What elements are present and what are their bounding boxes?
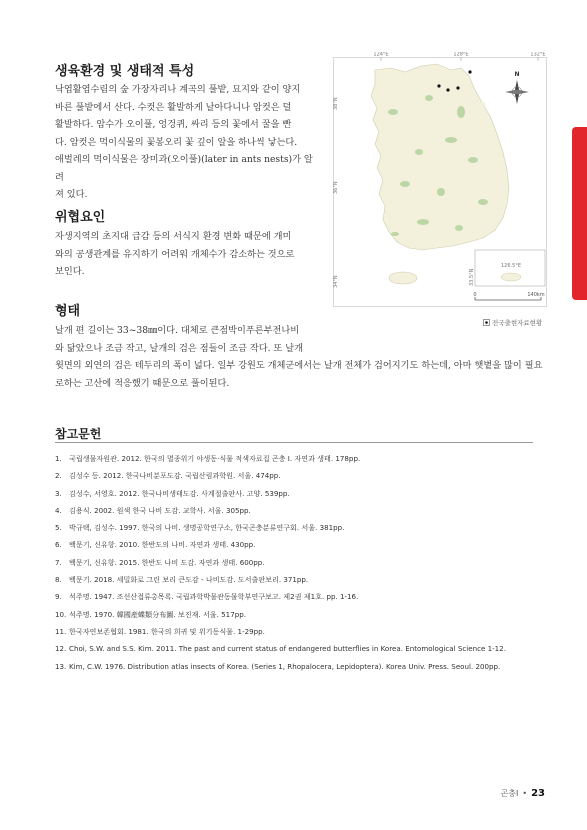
reference-number: 2. [55,471,62,481]
footer-dot: • [522,789,528,798]
chapter-side-tab [572,127,587,300]
jeju-island [389,272,417,284]
reference-item [55,658,535,675]
reference-number: 5. [55,523,62,533]
lon-label: 128°E [453,52,469,58]
occurrence-point [468,70,471,73]
reference-text: Kim, C.W. 1976. Distribution atlas insects of Korea. (Series 1, Rhopalocera, Lepidoptera). Korea Univ. Press. Seoul. 200pp. [69,661,501,671]
page-footer [501,788,545,799]
reference-number: 11. [55,626,67,636]
reference-number: 6. [55,540,62,550]
inset-lat-label: 33.5°N [469,268,475,286]
morphology-paragraph [55,322,543,392]
reference-text: 한국자연보존협회. 1981. 한국의 희귀 및 위기동식물. 1-29pp. [69,626,265,636]
korea-map-svg [333,52,548,314]
section-title-threats: 위협요인 [55,210,106,225]
reference-number: 12. [55,644,67,654]
reference-number: 1. [55,454,62,463]
distribution-map [333,52,548,314]
reference-number: 13. [55,661,67,671]
reference-text: 석주명. 1970. 韓國産蝶類分布圖. 보진재. 서울. 517pp. [69,609,246,619]
section-title-morphology: 형태 [55,304,81,319]
north-label: N [514,71,520,78]
reference-item [55,623,535,640]
reference-text: 김용식. 2002. 원색 한국 나비 도감. 교학사. 서울. 305pp. [69,505,251,515]
text-line: 활발하다. 암수가 오이풀, 엉겅퀴, 싸리 등의 꽃에서 꿀을 빤 [55,119,292,130]
references-list [55,450,535,675]
text-line: 와 닮았으나 조금 작고, 날개의 검은 점들이 조금 작다. 또 날개 [55,342,304,354]
reference-item [55,536,535,553]
text-line: 애벌레의 먹이식물은 장미과(오이풀)(later in ants nests)가 알려 [55,154,313,183]
reference-text: Choi, S.W. and S.S. Kim. 2011. The past and current status of endangered butterflies in Korea. Entomological Science 1-12. [69,644,506,654]
map-caption-text: 전국출현자료현황 [492,319,543,327]
lat-label: 38°N [333,97,339,110]
reference-item [55,502,535,519]
reference-text: 김성수, 서영호. 2012. 한국나비생태도감. 사계절출판사. 고양. 539pp. [69,488,290,498]
page-number: 23 [531,788,545,799]
reference-item [55,519,535,536]
references-title: 참고문헌 [55,427,102,441]
text-line: 보인다. [55,266,85,277]
threats-paragraph [55,228,320,281]
reference-text: 김성수 등. 2012. 한국나비분포도감. 국립산림과학원. 서울. 474pp. [69,471,281,481]
scale-end-label: 140km [527,292,545,298]
text-line: 날개 편 길이는 33~38㎜이다. 대체로 큰점박이푸른부전나비 [55,325,300,336]
reference-number: 3. [55,488,62,498]
reference-text: 백문기, 신유항. 2010. 한반도의 나비. 자연과 생태. 430pp. [69,540,256,550]
reference-item [55,606,535,623]
text-line: 자생지역의 초지대 급감 등의 서식지 환경 변화 때문에 개미 [55,231,292,242]
reference-text: 백문기. 2018. 세밀화로 그린 보리 큰도감 - 나비도감. 도서출판보리. 371pp. [69,575,309,585]
text-line: 와의 공생관계를 유지하기 어려워 개체수가 감소하는 것으로 [55,248,295,260]
text-line: 다. 암컷은 먹이식물의 꽃봉오리 꽃 깊이 알을 하나씩 낳는다. [55,136,298,148]
text-line: 낙엽활엽수림의 숲 가장자리나 계곡의 풀밭, 묘지와 같이 양지 [55,84,301,95]
reference-item [55,640,535,657]
text-line: 져 있다. [55,189,88,200]
reference-number: 4. [55,505,62,515]
text-line: 윗면의 외연의 검은 테두리의 폭이 넓다. 일부 강원도 개체군에서는 날개 전체가 검어지기도 하는데, 아마 햇볕을 많이 필요 [55,360,543,371]
legend-icon [483,319,490,326]
reference-number: 10. [55,609,67,619]
references-divider [55,442,533,443]
ulleung-island [481,102,486,106]
reference-item [55,450,535,467]
map-caption [483,318,542,327]
reference-number: 7. [55,557,62,567]
reference-item [55,467,535,484]
scale-zero-label: 0 [473,292,477,298]
reference-text: 국립생물자원관. 2012. 한국의 멸종위기 야생동·식물 적색자료집 곤충 I. 자연과 생태. 178pp. [69,454,361,463]
reference-text: 석주명. 1947. 조선산접류총목록. 국립과학박물관동물학부연구보고. 제2권 제1호. pp. 1-16. [69,592,359,602]
lon-label: 124°E [373,52,389,58]
lon-label: 132°E [530,52,546,58]
occurrence-point [446,88,449,91]
occurrence-point [456,86,459,89]
inset-lon-label: 126.5°E [501,263,521,269]
reference-number: 9. [55,592,62,602]
text-line: 바른 풀밭에서 산다. 수컷은 활발하게 날아다니나 암컷은 덜 [55,101,292,113]
footer-chapter-label: 곤충Ⅰ [500,789,519,798]
lat-label: 34°N [333,275,339,288]
inset-island [501,273,521,281]
reference-item [55,588,535,605]
reference-text: 백문기, 신유항. 2015. 한반도 나비 도감. 자연과 생태. 600pp. [69,557,265,567]
reference-text: 박규택, 김성수. 1997. 한국의 나비. 생명공학연구소, 한국곤충분류연구회. 서울. 381pp. [69,523,345,533]
reference-number: 8. [55,575,62,585]
reference-item [55,571,535,588]
reference-item [55,485,535,502]
text-line: 로하는 고산에 적응했기 때문으로 풀이된다. [55,377,230,389]
habitat-paragraph [55,81,320,204]
lat-label: 36°N [333,181,339,194]
occurrence-point [437,84,440,87]
reference-item [55,554,535,571]
section-title-habitat: 생육환경 및 생태적 특성 [55,64,195,79]
